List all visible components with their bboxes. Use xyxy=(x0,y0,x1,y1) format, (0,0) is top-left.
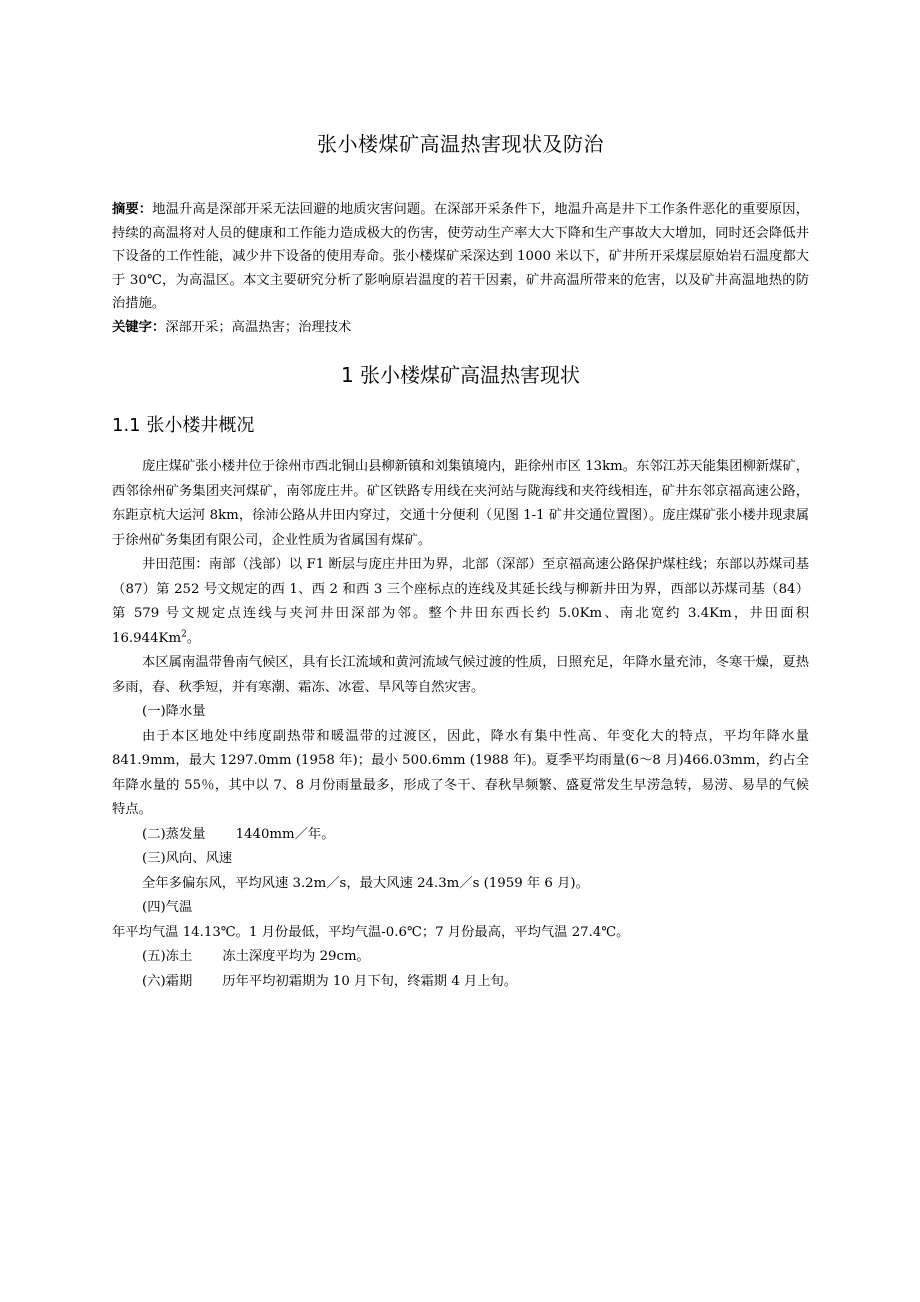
section-1-1-heading: 1.1 张小楼井概况 xyxy=(112,415,255,436)
climate-paragraph: 本区属南温带鲁南气候区，具有长江流域和黄河流域气候过渡的性质，日照充足，年降水量充沛，冬寒干燥，夏热多雨，春、秋季短，并有寒潮、霜冻、冰雹、旱风等自然灾害。 xyxy=(112,655,809,695)
field-range-text: 井田范围：南部（浅部）以 F1 断层与庞庄井田为界，北部（深部）至京福高速公路保护煤柱线；东部以苏煤司基（87）第 252 号文规定的西 1、西 2 和西 3 三个座标点的连线及其延长线与柳新井田为界，西部以苏煤司基（84）第 579 号文规定点连线与夹河井田深部为邻。整个井田东西长约 5.0Km、南北宽约 3.4Km，井田面积 16.944Km xyxy=(112,557,809,646)
frozen-soil-heading: (五)冻土 xyxy=(142,949,193,964)
wind-heading: (三)风向、风速 xyxy=(142,851,233,866)
wind-paragraph: 全年多偏东风，平均风速 3.2m／s，最大风速 24.3m／s (1959 年 6 月)。 xyxy=(142,875,589,891)
frost-period-heading: (六)霜期 xyxy=(142,973,193,989)
frost-period-text: 历年平均初霜期为 10 月下旬，终霜期 4 月上旬。 xyxy=(222,973,518,989)
abstract-label: 摘要： xyxy=(112,202,153,217)
precipitation-heading: (一)降水量 xyxy=(142,704,206,719)
overview-paragraph: 庞庄煤矿张小楼井位于徐州市西北铜山县柳新镇和刘集镇境内，距徐州市区 13km。东邻江苏天能集团柳新煤矿，西邻徐州矿务集团夹河煤矿，南邻庞庄井。矿区铁路专用线在夹河站与陇海线和夹符线相连，矿井东邻京福高速公路，东距京杭大运河 8km，徐沛公路从井田内穿过，交通十分便利（见图 1-1 矿井交通位置图）。庞庄煤矿张小楼井现隶属于徐州矿务集团有限公司，企业性质为省属国有煤矿。 xyxy=(112,459,809,548)
evaporation-value: 1440mm／年。 xyxy=(235,826,335,842)
abstract-paragraph xyxy=(112,198,809,316)
keywords-text: 深部开采；高温热害；治理技术 xyxy=(165,319,352,335)
precipitation-paragraph: 由于本区地处中纬度副热带和暖温带的过渡区，因此，降水有集中性高、年变化大的特点，平均年降水量 841.9mm，最大 1297.0mm (1958 年)；最小 500.6mm (1988 年)。夏季平均雨量(6～8 月)466.03mm，约占全年降水量的 55％，其中以 7、8 月份雨量最多，形成了冬干、春秋旱频繁、盛夏常发生早涝急转，易涝、易旱的气候特点。 xyxy=(112,728,809,817)
document-content xyxy=(112,128,809,994)
keywords-label: 关键字： xyxy=(112,319,166,335)
evaporation-heading: (二)蒸发量 xyxy=(142,826,206,842)
frozen-soil-line xyxy=(112,945,809,970)
keywords-paragraph xyxy=(112,316,809,340)
frozen-soil-text: 冻土深度平均为 29cm。 xyxy=(222,949,370,964)
section-1-1-body xyxy=(112,455,809,994)
field-range-end: 。 xyxy=(186,630,201,646)
abstract-text: 地温升高是深部开采无法回避的地质灾害问题。在深部开采条件下，地温升高是井下工作条件恶化的重要原因，持续的高温将对人员的健康和工作能力造成极大的伤害，使劳动生产率大大下降和生产事故大大增加，同时还会降低井下设备的工作性能，减少井下设备的使用寿命。张小楼煤矿采深达到 1000 米以下，矿井所开采煤层原始岩石温度都大于 30℃，为高温区。本文主要研究分析了影响原岩温度的若干因素，矿井高温所带来的危害，以及矿井高温地热的防治措施。 xyxy=(112,202,809,311)
evaporation-line xyxy=(112,823,809,848)
temperature-heading: (四)气温 xyxy=(142,900,193,915)
page-title: 张小楼煤矿高温热害现状及防治 xyxy=(317,132,604,156)
temperature-paragraph: 年平均气温 14.13℃。1 月份最低，平均气温-0.6℃；7 月份最高，平均气温 27.4℃。 xyxy=(112,924,630,940)
area-unit-superscript: 2 xyxy=(181,629,187,640)
frost-period-line xyxy=(112,970,809,995)
field-range-paragraph xyxy=(112,553,809,651)
section-1-heading: 1 张小楼煤矿高温热害现状 xyxy=(340,363,581,387)
